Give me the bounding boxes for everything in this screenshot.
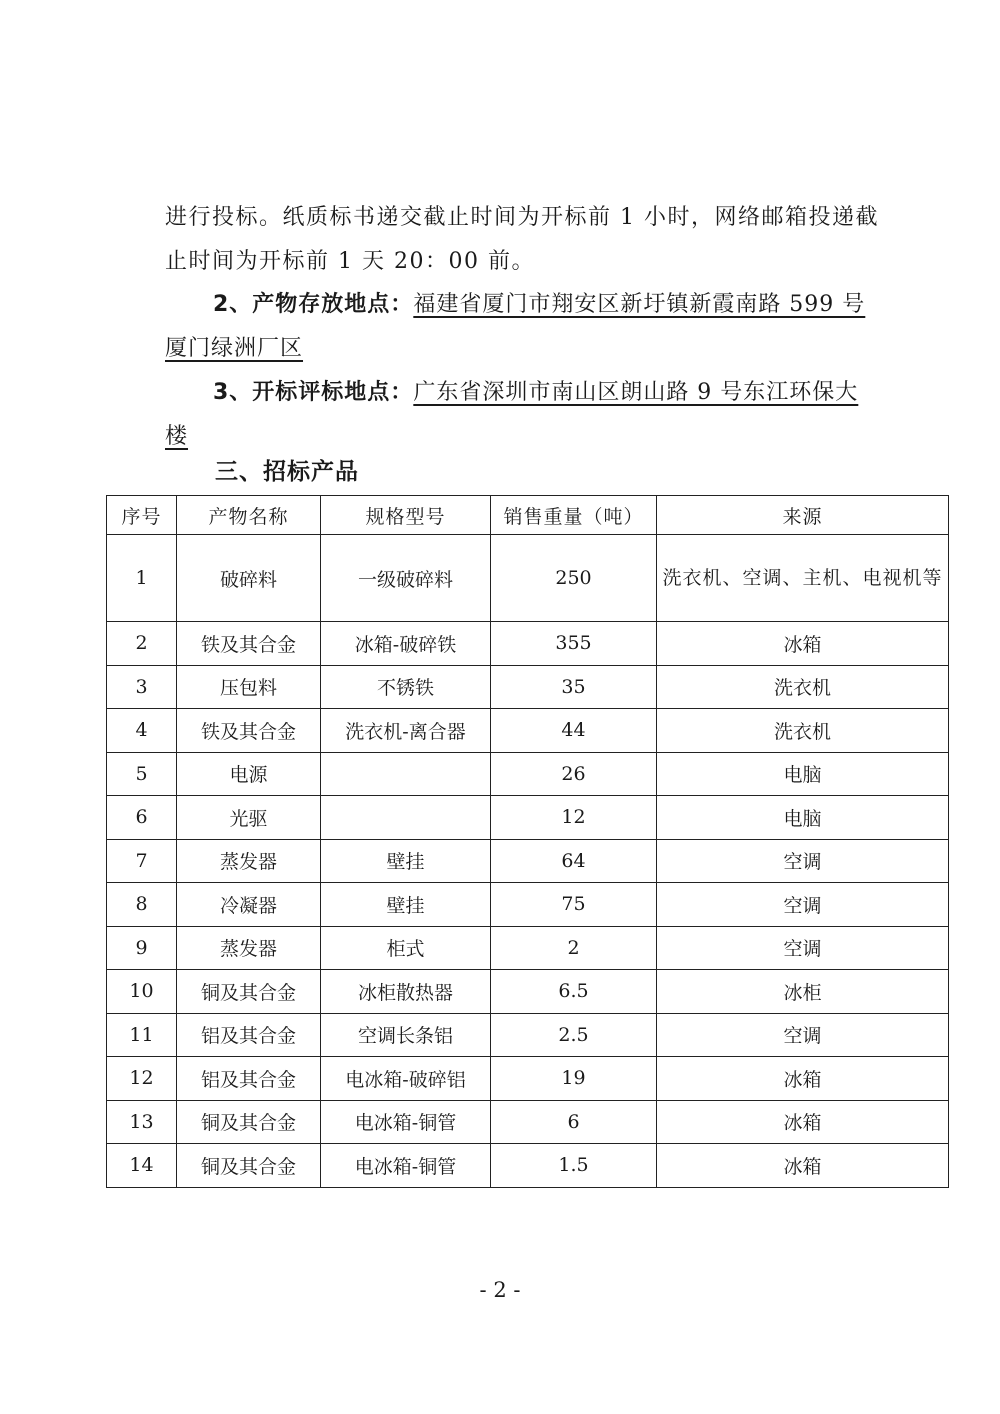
cell-product-name: 冷凝器 <box>177 883 321 927</box>
section-heading: 三、招标产品 <box>215 459 359 485</box>
cell-sale-weight: 2 <box>491 926 657 970</box>
cell-sale-weight: 2.5 <box>491 1013 657 1057</box>
header-product-name: 产物名称 <box>177 496 321 535</box>
table-row <box>107 1144 949 1188</box>
cell-index: 5 <box>107 752 177 796</box>
table-row <box>107 839 949 883</box>
cell-spec-model: 冰箱-破碎铁 <box>321 622 491 666</box>
cell-sale-weight: 19 <box>491 1057 657 1101</box>
cell-index: 2 <box>107 622 177 666</box>
table-row <box>107 709 949 753</box>
cell-source: 冰箱 <box>657 1057 949 1101</box>
cell-index: 11 <box>107 1013 177 1057</box>
cell-index: 10 <box>107 970 177 1014</box>
cell-source: 空调 <box>657 1013 949 1057</box>
cell-sale-weight: 6.5 <box>491 970 657 1014</box>
cell-spec-model: 洗衣机-离合器 <box>321 709 491 753</box>
storage-location-label: 2、产物存放地点： <box>213 292 414 317</box>
header-index: 序号 <box>107 496 177 535</box>
cell-source: 冰箱 <box>657 1144 949 1188</box>
cell-product-name: 压包料 <box>177 665 321 709</box>
cell-source: 电脑 <box>657 752 949 796</box>
cell-source: 冰箱 <box>657 1100 949 1144</box>
cell-source: 空调 <box>657 926 949 970</box>
cell-product-name: 铁及其合金 <box>177 622 321 666</box>
cell-product-name: 蒸发器 <box>177 926 321 970</box>
cell-product-name: 铁及其合金 <box>177 709 321 753</box>
table-row <box>107 1100 949 1144</box>
cell-product-name: 铜及其合金 <box>177 1144 321 1188</box>
cell-index: 13 <box>107 1100 177 1144</box>
cell-source: 洗衣机 <box>657 665 949 709</box>
cell-source: 洗衣机 <box>657 709 949 753</box>
table-header-row <box>107 496 949 535</box>
cell-sale-weight: 35 <box>491 665 657 709</box>
cell-spec-model: 冰柜散热器 <box>321 970 491 1014</box>
cell-source: 洗衣机、空调、主机、电视机等 <box>657 535 949 622</box>
cell-spec-model: 电冰箱-铜管 <box>321 1144 491 1188</box>
table-row <box>107 883 949 927</box>
table-row <box>107 665 949 709</box>
products-table <box>106 495 949 1188</box>
cell-product-name: 铝及其合金 <box>177 1013 321 1057</box>
cell-index: 7 <box>107 839 177 883</box>
cell-index: 4 <box>107 709 177 753</box>
header-source: 来源 <box>657 496 949 535</box>
cell-sale-weight: 6 <box>491 1100 657 1144</box>
cell-product-name: 蒸发器 <box>177 839 321 883</box>
cell-source: 冰箱 <box>657 622 949 666</box>
cell-spec-model: 电冰箱-铜管 <box>321 1100 491 1144</box>
cell-sale-weight: 1.5 <box>491 1144 657 1188</box>
cell-spec-model: 不锈铁 <box>321 665 491 709</box>
cell-spec-model: 电冰箱-破碎铝 <box>321 1057 491 1101</box>
cell-index: 1 <box>107 535 177 622</box>
cell-sale-weight: 75 <box>491 883 657 927</box>
cell-index: 6 <box>107 796 177 840</box>
table-row <box>107 622 949 666</box>
cell-sale-weight: 355 <box>491 622 657 666</box>
table-row <box>107 1013 949 1057</box>
cell-index: 14 <box>107 1144 177 1188</box>
cell-spec-model: 壁挂 <box>321 883 491 927</box>
header-spec-model: 规格型号 <box>321 496 491 535</box>
cell-spec-model: 柜式 <box>321 926 491 970</box>
cell-index: 8 <box>107 883 177 927</box>
cell-spec-model: 壁挂 <box>321 839 491 883</box>
table-row <box>107 926 949 970</box>
table-row <box>107 752 949 796</box>
cell-product-name: 铜及其合金 <box>177 970 321 1014</box>
cell-spec-model <box>321 796 491 840</box>
cell-source: 空调 <box>657 839 949 883</box>
cell-sale-weight: 26 <box>491 752 657 796</box>
cell-spec-model <box>321 752 491 796</box>
cell-product-name: 破碎料 <box>177 535 321 622</box>
cell-product-name: 电源 <box>177 752 321 796</box>
cell-sale-weight: 44 <box>491 709 657 753</box>
cell-source: 冰柜 <box>657 970 949 1014</box>
table-row <box>107 796 949 840</box>
bid-opening-location-value: 广东省深圳市南山区朗山路 9 号东江环保大楼 <box>165 380 859 449</box>
table-row <box>107 1057 949 1101</box>
cell-product-name: 铜及其合金 <box>177 1100 321 1144</box>
cell-sale-weight: 64 <box>491 839 657 883</box>
cell-sale-weight: 12 <box>491 796 657 840</box>
cell-product-name: 光驱 <box>177 796 321 840</box>
cell-index: 12 <box>107 1057 177 1101</box>
intro-paragraph: 进行投标。纸质标书递交截止时间为开标前 1 小时，网络邮箱投递截止时间为开标前 1 天 20：00 前。 <box>165 205 879 274</box>
table-row <box>107 535 949 622</box>
storage-location-item <box>165 283 880 371</box>
bid-opening-location-item <box>165 371 880 459</box>
header-sale-weight: 销售重量（吨） <box>491 496 657 535</box>
cell-sale-weight: 250 <box>491 535 657 622</box>
cell-spec-model: 一级破碎料 <box>321 535 491 622</box>
bid-opening-location-label: 3、开标评标地点： <box>213 380 414 405</box>
table-row <box>107 970 949 1014</box>
cell-index: 9 <box>107 926 177 970</box>
cell-index: 3 <box>107 665 177 709</box>
cell-source: 空调 <box>657 883 949 927</box>
storage-location-value: 福建省厦门市翔安区新圩镇新霞南路 599 号厦门绿洲厂区 <box>165 292 866 361</box>
cell-source: 电脑 <box>657 796 949 840</box>
page-number: - 2 - <box>479 1278 521 1302</box>
cell-product-name: 铝及其合金 <box>177 1057 321 1101</box>
cell-spec-model: 空调长条铝 <box>321 1013 491 1057</box>
